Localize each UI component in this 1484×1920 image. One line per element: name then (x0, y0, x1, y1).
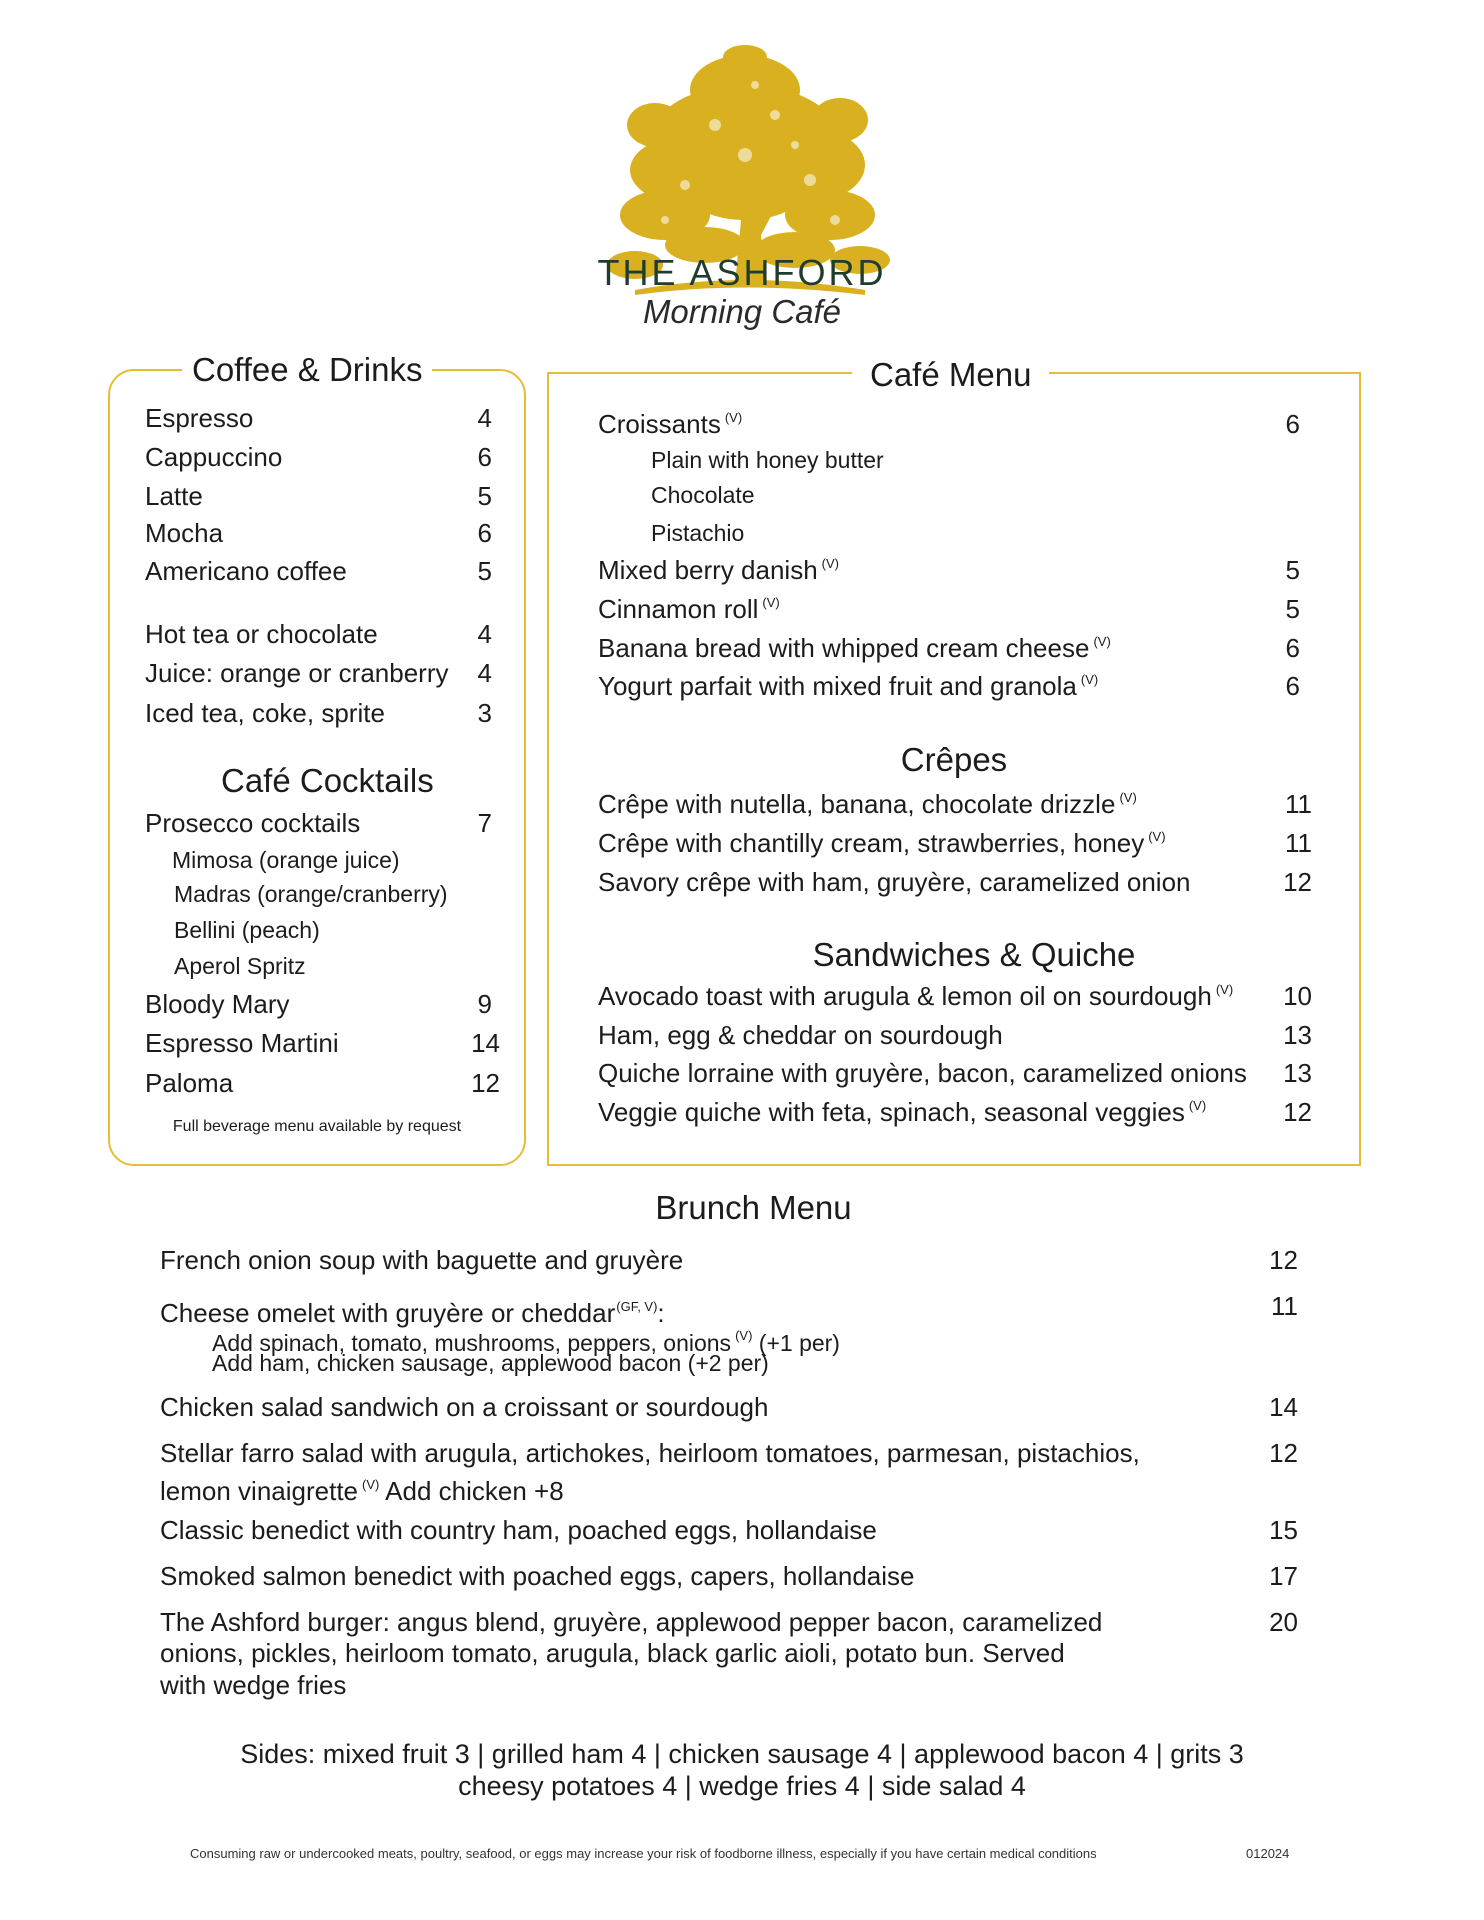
sandwich-name: Avocado toast with arugula & lemon oil on sourdough $^{(V)}$ (598, 981, 1234, 1011)
sandwich-price: 12 (1283, 1097, 1312, 1127)
prosecco-option: Mimosa (orange juice) (172, 847, 400, 873)
crepe-name: Crêpe with chantilly cream, strawberries, honey $^{(V)}$ (598, 828, 1166, 858)
cocktail-price: 12 (471, 1068, 500, 1098)
crepes-title: Crêpes (900, 741, 1008, 778)
menu-code: 012024 (1246, 1846, 1290, 1861)
pastry-name: Mixed berry danish $^{(V)}$ (598, 555, 839, 585)
drink-price: 6 (477, 442, 492, 472)
beverage-note: Full beverage menu available by request (172, 1118, 462, 1135)
brunch-item-price: 17 (1269, 1561, 1298, 1591)
omelet-add-on: Add ham, chicken sausage, applewood bacon (+2 per) (212, 1350, 769, 1376)
pastry-price: 6 (1285, 409, 1300, 439)
pastry-name: Yogurt parfait with mixed fruit and granola $^{(V)}$ (598, 671, 1099, 701)
brunch-item-name: Smoked salmon benedict with poached eggs, capers, hollandaise (160, 1561, 915, 1591)
brunch-item-name-cont: with wedge fries (160, 1670, 347, 1700)
cocktail-name: Espresso Martini (145, 1028, 339, 1058)
brunch-item-name: Cheese omelet with gruyère or cheddar$^{(GF, V)}$: (160, 1298, 665, 1328)
cafe-menu-title: Café Menu (852, 356, 1049, 394)
drink-name: Mocha (145, 518, 224, 548)
drink-name: Cappuccino (145, 442, 283, 472)
sandwich-price: 13 (1283, 1058, 1312, 1088)
drink-name: Americano coffee (145, 556, 347, 586)
sandwiches-title: Sandwiches & Quiche (812, 936, 1136, 973)
drink-price: 3 (477, 698, 492, 728)
brunch-item-name: Stellar farro salad with arugula, artichokes, heirloom tomatoes, parmesan, pistachios, (160, 1438, 1140, 1468)
crepe-price: 11 (1285, 789, 1312, 819)
sandwich-price: 10 (1283, 981, 1312, 1011)
brunch-menu-title: Brunch Menu (655, 1189, 852, 1226)
drink-price: 5 (477, 481, 492, 511)
brunch-item-price: 15 (1269, 1515, 1298, 1545)
sides-list (0, 1738, 1484, 1802)
drink-price: 4 (477, 658, 492, 688)
cocktail-name: Prosecco cocktails (145, 808, 361, 838)
pastry-price: 6 (1285, 671, 1300, 701)
brunch-item-price: 11 (1271, 1291, 1298, 1321)
drink-name: Espresso (145, 403, 254, 433)
sandwich-name: Ham, egg & cheddar on sourdough (598, 1020, 1003, 1050)
croissant-option: Plain with honey butter (651, 447, 884, 473)
brunch-item-price: 20 (1269, 1607, 1298, 1637)
brunch-item-name-cont: lemon vinaigrette $^{(V)}$ Add chicken +8 (160, 1476, 564, 1506)
crepe-price: 11 (1285, 828, 1312, 858)
prosecco-option: Bellini (peach) (174, 917, 320, 943)
pastry-price: 6 (1285, 633, 1300, 663)
brunch-item-price: 14 (1269, 1392, 1298, 1422)
brunch-item-name: Classic benedict with country ham, poached eggs, hollandaise (160, 1515, 877, 1545)
brunch-item-price: 12 (1269, 1438, 1298, 1468)
sandwich-name: Quiche lorraine with gruyère, bacon, caramelized onions (598, 1058, 1247, 1088)
sides-line: cheesy potatoes 4 | wedge fries 4 | side salad 4 (458, 1771, 1026, 1801)
brunch-item-name-cont: onions, pickles, heirloom tomato, arugula, black garlic aioli, potato bun. Served (160, 1638, 1065, 1668)
restaurant-subtitle: Morning Café (642, 293, 842, 330)
drink-name: Iced tea, coke, sprite (145, 698, 385, 728)
brunch-item-price: 12 (1269, 1245, 1298, 1275)
crepe-price: 12 (1283, 867, 1312, 897)
crepe-name: Savory crêpe with ham, gruyère, caramelized onion (598, 867, 1191, 897)
cafe-cocktails-title: Café Cocktails (221, 762, 434, 799)
food-safety-disclaimer: Consuming raw or undercooked meats, poultry, seafood, or eggs may increase your risk of foodborne illness, especially if you have certain medical conditions (190, 1846, 1097, 1861)
cocktail-price: 9 (477, 989, 492, 1019)
croissant-option: Chocolate (651, 482, 755, 508)
brunch-item-name: French onion soup with baguette and gruyère (160, 1245, 684, 1275)
drink-name: Hot tea or chocolate (145, 619, 378, 649)
omelet-add-on: Add spinach, tomato, mushrooms, peppers, onions $^{(V)}$ (+1 per) (212, 1328, 840, 1356)
sides-line: Sides: mixed fruit 3 | grilled ham 4 | chicken sausage 4 | applewood bacon 4 | grits 3 (240, 1739, 1244, 1769)
crepe-name: Crêpe with nutella, banana, chocolate drizzle $^{(V)}$ (598, 789, 1137, 819)
pastry-price: 5 (1285, 594, 1300, 624)
drink-name: Juice: orange or cranberry (145, 658, 449, 688)
drink-price: 5 (477, 556, 492, 586)
cocktail-price: 7 (477, 808, 492, 838)
restaurant-name: THE ASHFORD (597, 252, 887, 293)
brunch-item-name: The Ashford burger: angus blend, gruyère, applewood pepper bacon, caramelized (160, 1607, 1103, 1637)
drink-price: 6 (477, 518, 492, 548)
drink-name: Latte (145, 481, 203, 511)
prosecco-option: Madras (orange/cranberry) (174, 881, 448, 907)
prosecco-option: Aperol Spritz (174, 953, 306, 979)
sandwich-price: 13 (1283, 1020, 1312, 1050)
cocktail-name: Bloody Mary (145, 989, 290, 1019)
brunch-item-name: Chicken salad sandwich on a croissant or sourdough (160, 1392, 769, 1422)
pastry-name: Croissants $^{(V)}$ (598, 409, 743, 439)
pastry-name: Cinnamon roll $^{(V)}$ (598, 594, 780, 624)
coffee-drinks-title: Coffee & Drinks (182, 351, 432, 389)
cocktail-price: 14 (471, 1028, 500, 1058)
drink-price: 4 (477, 403, 492, 433)
pastry-price: 5 (1285, 555, 1300, 585)
drink-price: 4 (477, 619, 492, 649)
pastry-name: Banana bread with whipped cream cheese $^{(V)}$ (598, 633, 1111, 663)
cocktail-name: Paloma (145, 1068, 234, 1098)
croissant-option: Pistachio (651, 520, 745, 546)
sandwich-name: Veggie quiche with feta, spinach, seasonal veggies $^{(V)}$ (598, 1097, 1207, 1127)
